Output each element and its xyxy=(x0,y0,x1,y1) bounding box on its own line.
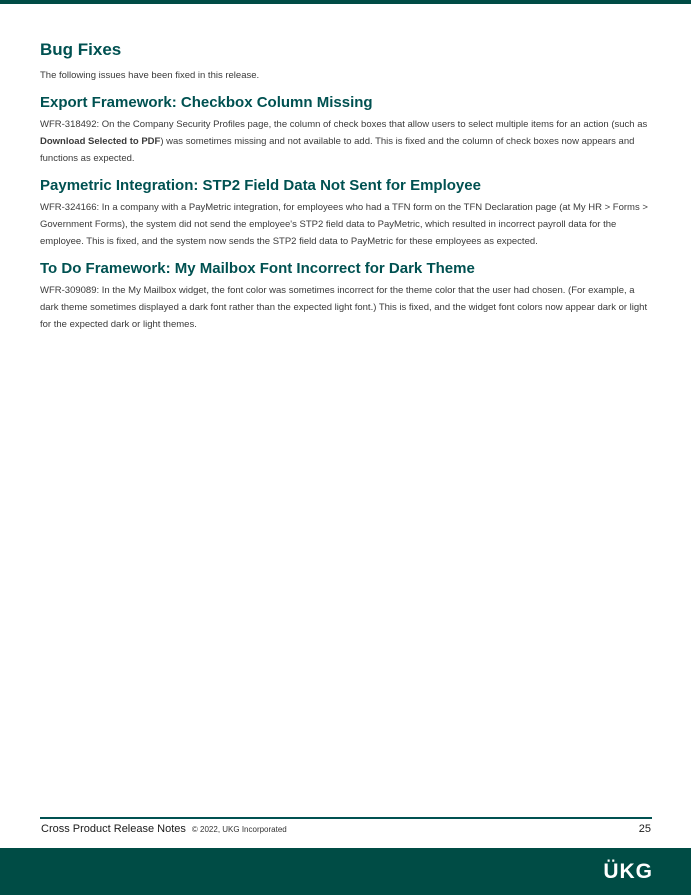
issue-heading: Export Framework: Checkbox Column Missing xyxy=(40,94,373,111)
page-number: 25 xyxy=(638,823,651,835)
issue-todo-framework xyxy=(40,258,652,333)
issue-heading: To Do Framework: My Mailbox Font Incorrect for Dark Theme xyxy=(40,260,475,277)
section-title: Bug Fixes xyxy=(40,40,122,59)
issue-description: WFR-324166: In a company with a PayMetric integration, for employees who had a TFN form on the TFN Declaration page (at My HR > Forms > Government Forms), the system did not send the employee's STP2 field data to PayMetric, which resulted in incorrect payroll data for the employee. This is fixed, and the system now sends the STP2 field data to PayMetric for these employees as expected. xyxy=(40,202,648,247)
issue-description: WFR-309089: In the My Mailbox widget, the font color was sometimes incorrect for the theme color that the user had chosen. (For example, a dark theme sometimes displayed a dark font rather than the expected light font.) This is fixed, and the widget font colors now appear dark or light for the expected dark or light themes. xyxy=(40,285,648,330)
issue-heading: Paymetric Integration: STP2 Field Data Not Sent for Employee xyxy=(40,177,481,194)
page-content xyxy=(40,38,652,333)
footer-divider xyxy=(40,817,652,819)
top-accent-bar xyxy=(0,0,691,4)
footer-copyright: © 2022, UKG Incorporated xyxy=(191,825,287,834)
footer-title xyxy=(41,823,287,835)
issue-text-bold: Download Selected to PDF xyxy=(40,136,161,147)
section-intro: The following issues have been fixed in this release. xyxy=(40,70,260,81)
issue-paymetric-integration xyxy=(40,175,652,250)
issue-export-framework xyxy=(40,92,652,167)
footer-doc-title: Cross Product Release Notes xyxy=(41,823,186,835)
ukg-logo: ÜKG xyxy=(603,860,653,883)
issue-text-before: WFR-318492: On the Company Security Profiles page, the column of check boxes that allow users to select multiple items for an action (such as xyxy=(40,119,648,130)
issue-text-after: ) was sometimes missing and not available to add. This is fixed and the column of check boxes now appears and functions as expected. xyxy=(40,136,635,164)
issue-description xyxy=(40,116,652,167)
footer-band xyxy=(0,848,691,895)
